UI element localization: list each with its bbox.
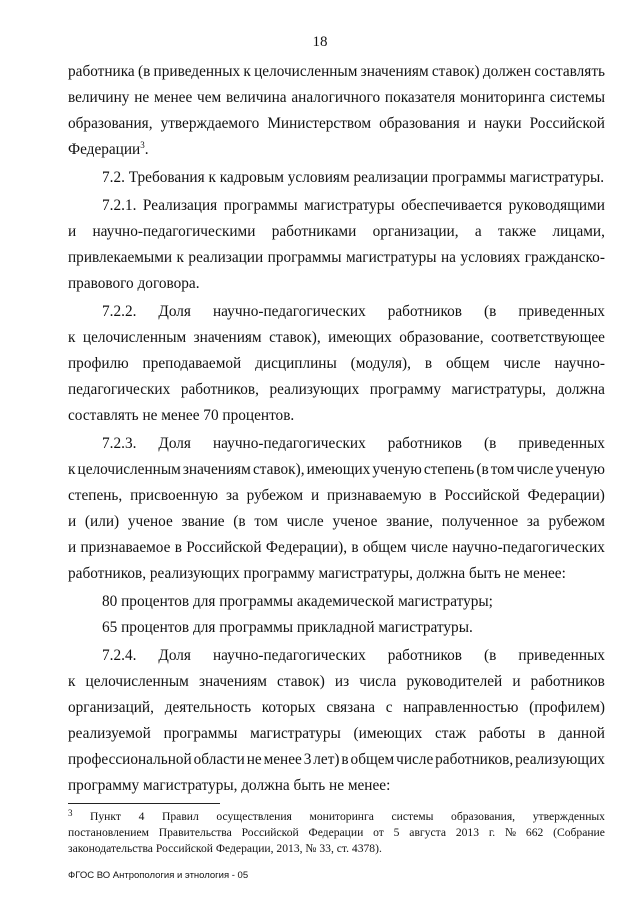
text-line: 7.2.3. Доля научно-педагогических работников (в приведенных: [102, 435, 605, 452]
footnote-reference: 3: [140, 139, 145, 150]
text-line: организаций, деятельность которых связана с направленностью (профилем): [68, 699, 605, 716]
text-line: 7.2. Требования к кадровым условиям реализации программы магистратуры.: [102, 169, 605, 186]
text-line: и признаваемое в Российской Федерации), в общем числе научно-педагогических: [68, 539, 605, 556]
text-line: реализуемой программы магистратуры (имеющих стаж работы в данной: [68, 725, 605, 742]
text-line: работников, реализующих программу магистратуры, должна быть не менее:: [68, 565, 566, 582]
text-line: и (или) ученое звание (в том числе ученое звание, полученное за рубежом: [68, 513, 605, 530]
text-line: привлекаемыми к реализации программы магистратуры на условиях гражданско-: [68, 249, 605, 266]
footnote-line: законодательства Российской Федерации, 2013, № 33, ст. 4378).: [68, 842, 382, 855]
text-line: к целочисленным значениям ставок), имеющих образование, соответствующее: [68, 329, 605, 346]
text-line: работника (в приведенных к целочисленным значениям ставок) должен составлять: [68, 63, 605, 80]
text-line: Федерации$^3$.: [68, 139, 149, 158]
text-line: педагогических работников, реализующих программу магистратуры, должна: [68, 381, 605, 398]
text-line: 7.2.4. Доля научно-педагогических работников (в приведенных: [102, 647, 605, 664]
text-line: профессиональной области не менее 3 лет) в общем числе работников, реализующих: [68, 751, 605, 768]
text-line: к целочисленным значениям ставок) из числа руководителей и работников: [68, 673, 605, 690]
text-line: образования, утверждаемого Министерством образования и науки Российской: [68, 115, 605, 132]
page-number: 18: [312, 34, 328, 50]
text-line: и научно-педагогическими работниками организации, а также лицами,: [68, 223, 605, 240]
text-line: 65 процентов для программы прикладной магистратуры.: [102, 619, 473, 636]
text-line: степень, присвоенную за рубежом и признаваемую в Российской Федерации): [68, 487, 605, 504]
text-line: 80 процентов для программы академической магистратуры;: [102, 593, 493, 610]
text-line: программу магистратуры, должна быть не менее:: [68, 777, 391, 794]
footnote-divider: [68, 803, 220, 804]
page-footer: ФГОС ВО Антропология и этнология - 05: [68, 870, 249, 881]
text-line: 7.2.2. Доля научно-педагогических работников (в приведенных: [102, 303, 605, 320]
text-line: профилю преподаваемой дисциплины (модуля), в общем числе научно-: [68, 355, 605, 372]
text-line: правового договора.: [68, 275, 200, 292]
footnote-line: Пункт 4 Правил осуществления мониторинга системы образования, утвержденных: [90, 810, 605, 823]
footnote-line: постановлением Правительства Российской Федерации от 5 августа 2013 г. № 662 (Собрание: [68, 826, 605, 839]
text-line: составлять не менее 70 процентов.: [68, 407, 295, 424]
text-line: 7.2.1. Реализация программы магистратуры обеспечивается руководящими: [102, 197, 605, 214]
footnote-marker: 3: [68, 808, 73, 818]
text-line: к целочисленным значениям ставок), имеющих ученую степень (в том числе ученую: [68, 461, 605, 478]
text-line: величину не менее чем величина аналогичного показателя мониторинга системы: [68, 89, 605, 106]
